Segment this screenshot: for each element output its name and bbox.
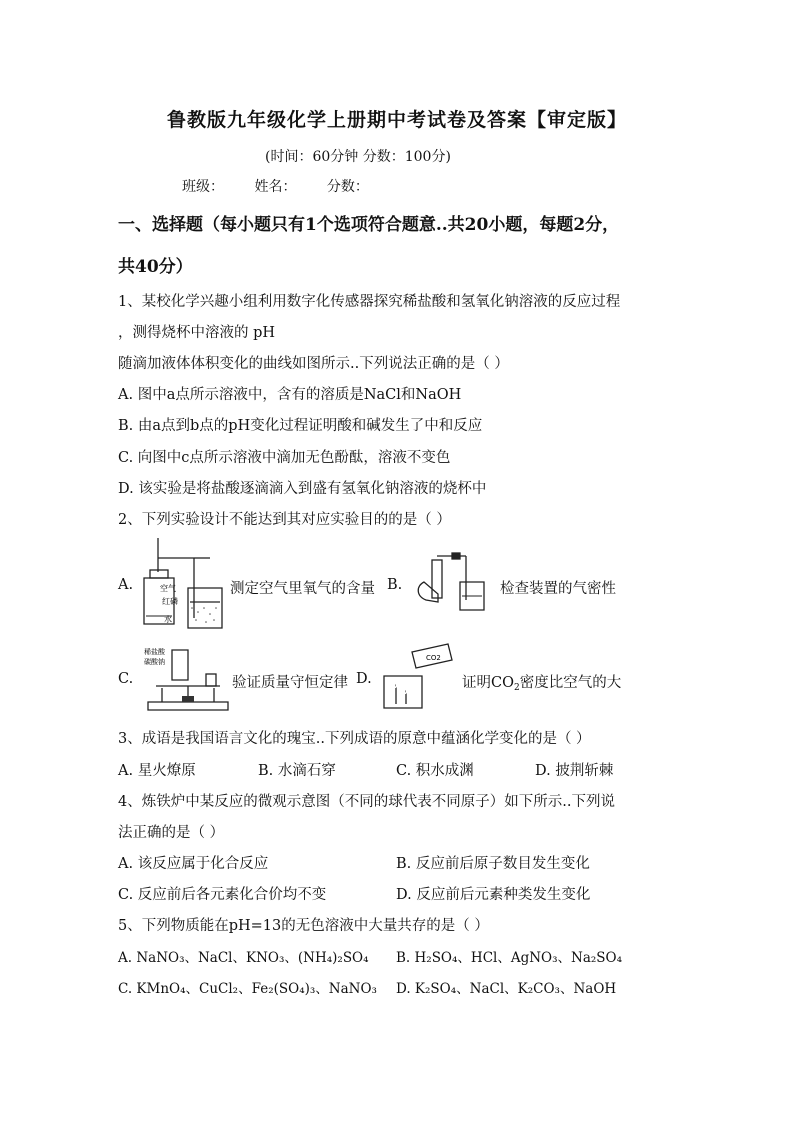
- q1-option-d: D. 该实验是将盐酸逐滴滴入到盛有氢氧化钠溶液的烧杯中: [118, 481, 487, 497]
- q3-option-b: B. 水滴石穿: [258, 763, 336, 779]
- figure-a-air-label: 空气: [160, 584, 176, 593]
- q3-stem: 3、成语是我国语言文化的瑰宝..下列成语的原意中蕴涵化学变化的是（ ）: [118, 731, 591, 747]
- q1-option-c: C. 向图中c点所示溶液中滴加无色酚酞，溶液不变色: [118, 450, 451, 466]
- score-label: 分数：: [326, 179, 369, 195]
- q2-option-b-letter: B.: [387, 577, 403, 593]
- q1-option-a: A. 图中a点所示溶液中，含有的溶质是NaCl和NaOH: [118, 387, 462, 403]
- apparatus-co2-density-icon: [378, 642, 460, 712]
- q1-stem-cont: ，测得烧杯中溶液的 pH: [118, 325, 276, 341]
- section-heading-cont: 共40分）: [118, 257, 193, 277]
- apparatus-airtightness-icon: [404, 552, 500, 614]
- figure-d-co2-label: CO2: [426, 654, 441, 662]
- q1-option-b: B. 由a点到b点的pH变化过程证明酸和碱发生了中和反应: [118, 418, 483, 434]
- q2-option-d: [462, 671, 621, 693]
- q2-option-d-tail: 密度比空气的大: [519, 675, 622, 691]
- q5-option-a: A. NaNO₃、NaCl、KNO₃、(NH₄)₂SO₄: [118, 950, 369, 966]
- q2-option-d-letter: D.: [356, 671, 372, 687]
- figure-a-phosphorus-label: 红磷: [162, 597, 178, 606]
- figure-a-water-label: 水: [164, 615, 172, 624]
- q2-option-c-letter: C.: [118, 671, 134, 687]
- q2-stem: 2、下列实验设计不能达到其对应实验目的的是（ ）: [118, 512, 451, 528]
- q5-option-b: B. H₂SO₄、HCl、AgNO₃、Na₂SO₄: [396, 950, 623, 966]
- figure-c-label-na2co3: 碳酸钠: [144, 658, 165, 666]
- q4-option-d: D. 反应前后元素种类发生变化: [396, 887, 591, 903]
- figure-c-label-hcl: 稀盐酸: [144, 648, 165, 656]
- q3-option-a: A. 星火燎原: [118, 763, 196, 779]
- q2-option-b: 检查装置的气密性: [500, 581, 616, 597]
- q5-option-c: C. KMnO₄、CuCl₂、Fe₂(SO₄)₃、NaNO₃: [118, 981, 377, 997]
- q2-option-d-text: 证明CO: [462, 675, 514, 691]
- q2-option-a: 测定空气里氧气的含量: [230, 581, 375, 597]
- class-label: 班级：: [182, 179, 224, 195]
- q4-option-c: C. 反应前后各元素化合价均不变: [118, 887, 327, 903]
- q4-stem: 4、炼铁炉中某反应的微观示意图（不同的球代表不同原子）如下所示..下列说: [118, 794, 615, 810]
- apparatus-oxygen-content-icon: [138, 536, 230, 632]
- q5-option-d: D. K₂SO₄、NaCl、K₂CO₃、NaOH: [396, 981, 617, 997]
- apparatus-balance-icon: [142, 644, 232, 716]
- exam-time-score: (时间：60分钟 分数：100分): [265, 149, 451, 165]
- page-title: 鲁教版九年级化学上册期中考试卷及答案【审定版】: [166, 109, 627, 131]
- q5-stem: 5、下列物质能在pH=13的无色溶液中大量共存的是（ ）: [118, 918, 489, 934]
- q4-option-a: A. 该反应属于化合反应: [118, 856, 269, 872]
- q1-stem-cont2: 随滴加液体体积变化的曲线如图所示..下列说法正确的是（ ）: [118, 356, 509, 372]
- q2-option-a-letter: A.: [118, 577, 134, 593]
- q3-option-d: D. 披荆斩棘: [535, 763, 614, 779]
- q2-option-d-subscript: 2: [513, 683, 520, 693]
- q3-option-c: C. 积水成渊: [396, 763, 474, 779]
- section-heading: 一、选择题（每小题只有1个选项符合题意..共20小题，每题2分，: [118, 215, 620, 235]
- q1-stem: 1、某校化学兴趣小组利用数字化传感器探究稀盐酸和氢氧化钠溶液的反应过程: [118, 294, 621, 310]
- student-info: [182, 176, 395, 196]
- q4-option-b: B. 反应前后原子数目发生变化: [396, 856, 590, 872]
- q2-option-c: 验证质量守恒定律: [232, 675, 348, 691]
- q4-stem-cont: 法正确的是（ ）: [118, 825, 225, 841]
- name-label: 姓名：: [254, 179, 297, 195]
